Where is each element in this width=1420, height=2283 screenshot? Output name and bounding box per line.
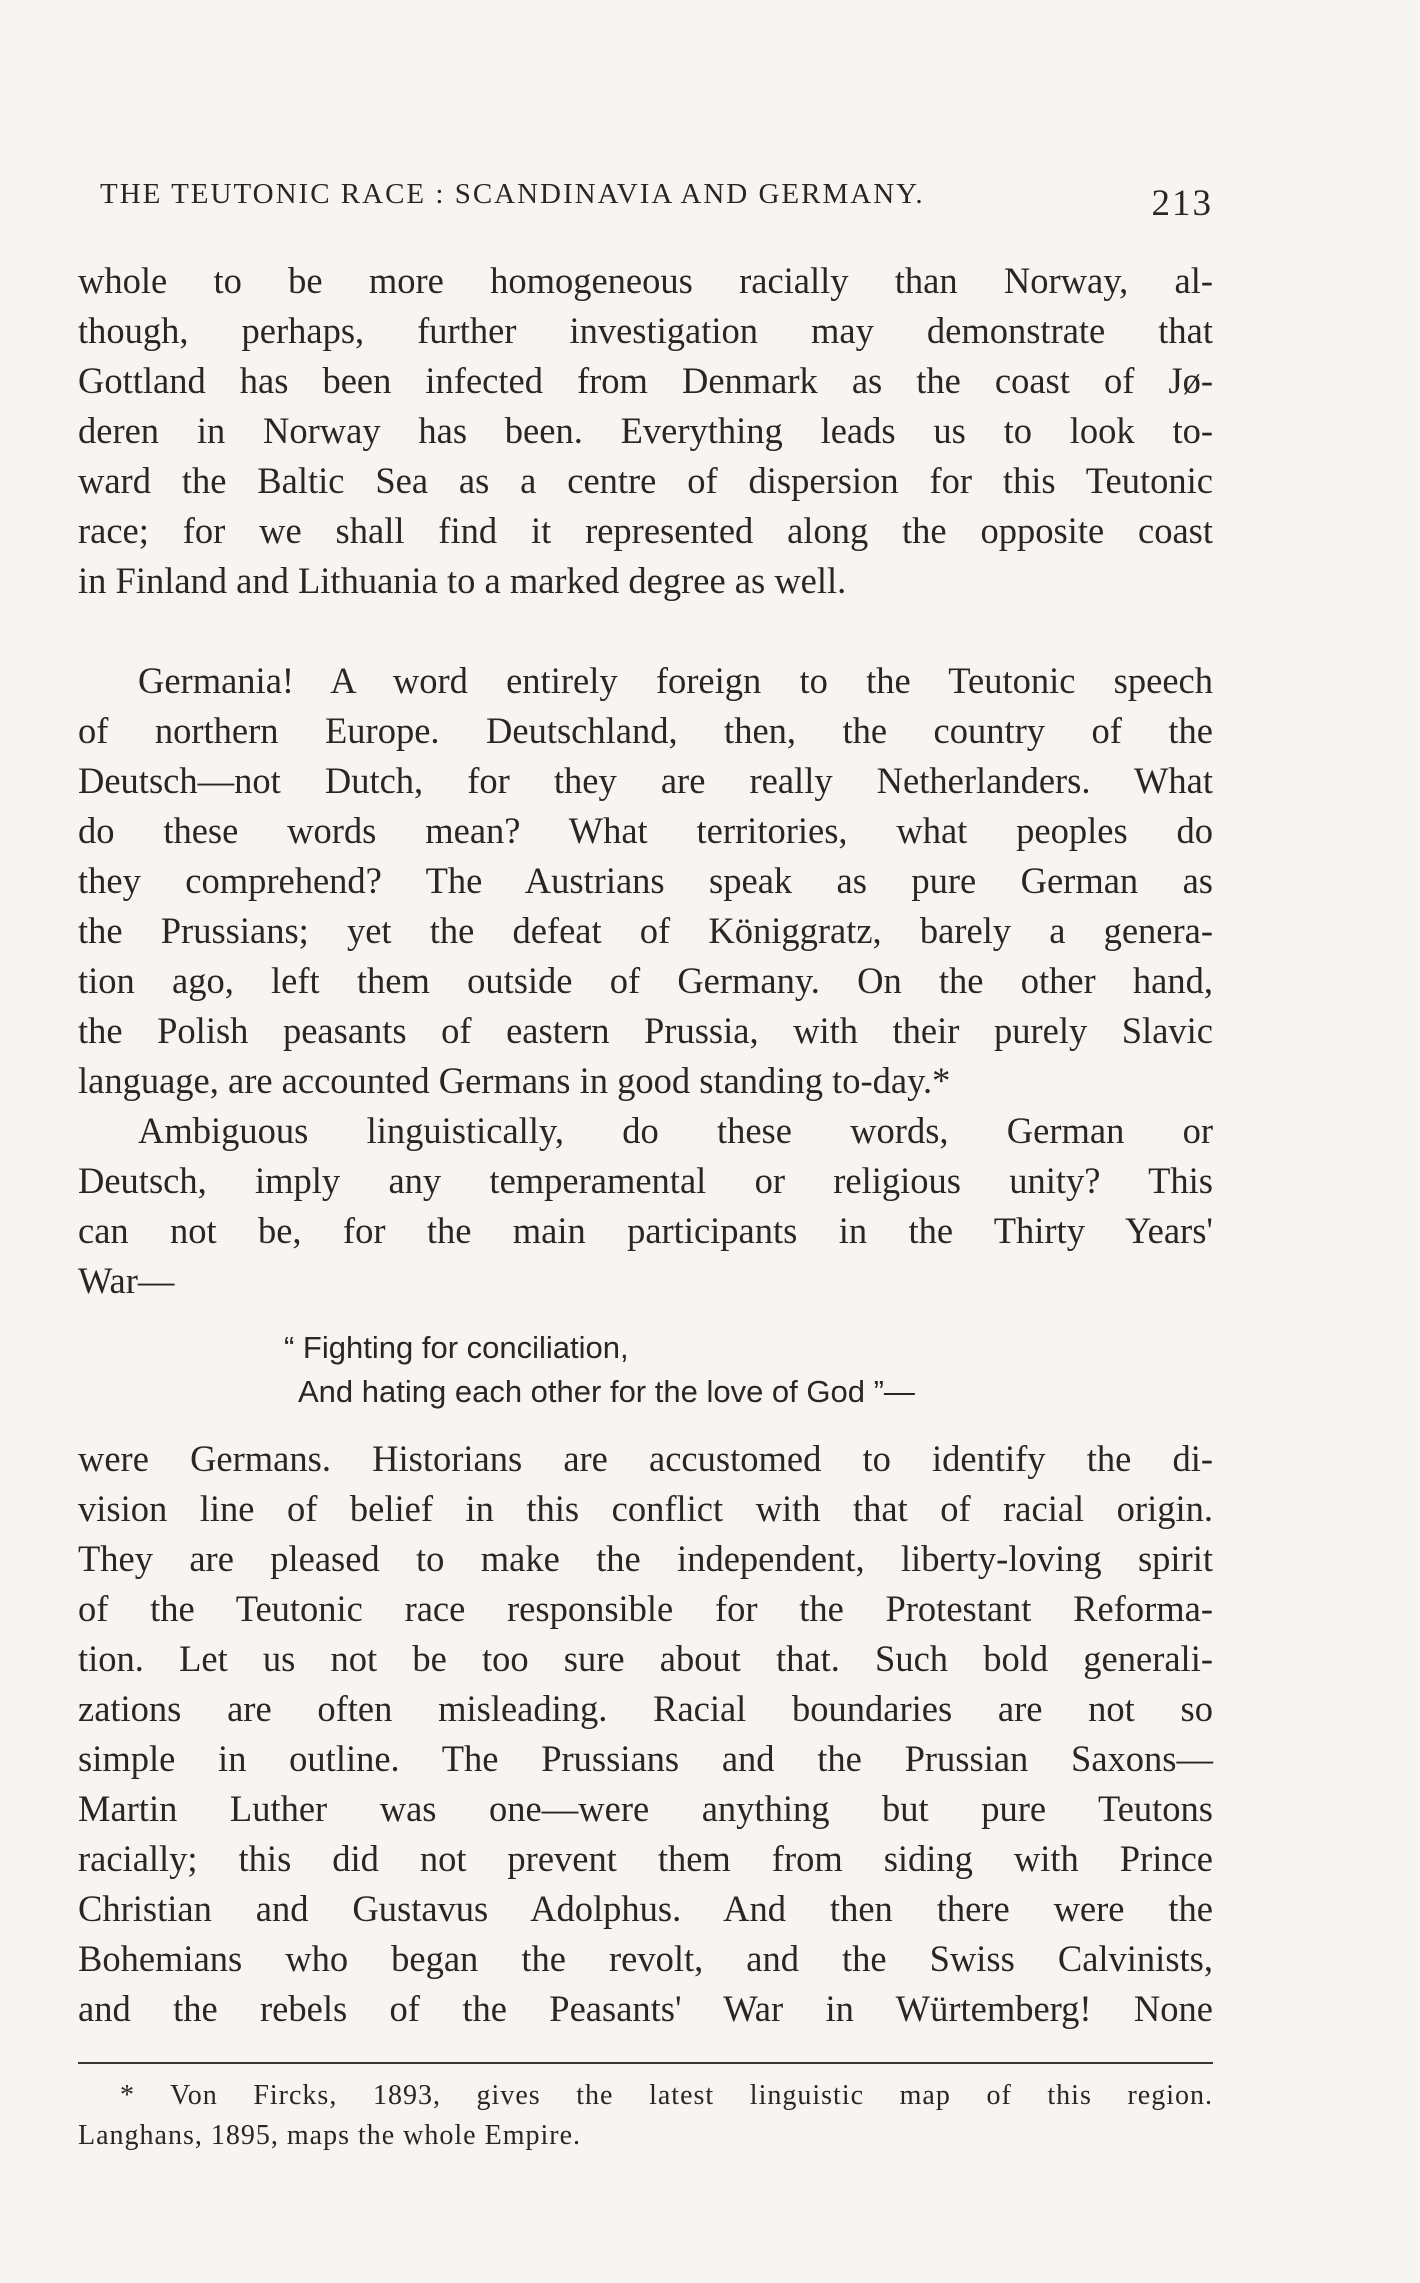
text-line: do these words mean? What territories, what peoples do	[78, 810, 1213, 851]
running-head	[100, 178, 1213, 228]
running-title: THE TEUTONIC RACE : SCANDINAVIA AND GERMANY.	[100, 178, 925, 210]
text-line: vision line of belief in this conflict with that of racial origin.	[78, 1488, 1213, 1529]
text-line: of northern Europe. Deutschland, then, the country of the	[78, 710, 1213, 751]
body-text	[78, 256, 1213, 2034]
text-line: they comprehend? The Austrians speak as pure German as	[78, 860, 1213, 901]
footnote-rule	[78, 2062, 1213, 2064]
text-line: were Germans. Historians are accustomed to identify the di-	[78, 1438, 1213, 1479]
text-line: racially; this did not prevent them from siding with Prince	[78, 1838, 1213, 1879]
text-line: They are pleased to make the independent, liberty-loving spirit	[78, 1538, 1213, 1579]
verse-quote	[78, 1306, 1213, 1434]
text-line: Deutsch—not Dutch, for they are really Netherlanders. What	[78, 760, 1213, 801]
text-line: Deutsch, imply any temperamental or religious unity? This	[78, 1160, 1213, 1201]
text-line: race; for we shall find it represented along the opposite coast	[78, 510, 1213, 551]
text-line: in Finland and Lithuania to a marked degree as well.	[78, 560, 847, 601]
text-line: language, are accounted Germans in good standing to-day.*	[78, 1060, 951, 1101]
text-line: of the Teutonic race responsible for the Protestant Reforma-	[78, 1588, 1213, 1629]
text-line: War—	[78, 1260, 175, 1301]
footnote-line: Langhans, 1895, maps the whole Empire.	[78, 2120, 582, 2151]
footnote-line: * Von Fircks, 1893, gives the latest linguistic map of this region.	[120, 2080, 1213, 2111]
text-line: ward the Baltic Sea as a centre of dispersion for this Teutonic	[78, 460, 1213, 501]
text-line: Christian and Gustavus Adolphus. And then there were the	[78, 1888, 1213, 1929]
text-line: the Polish peasants of eastern Prussia, with their purely Slavic	[78, 1010, 1213, 1051]
text-line: and the rebels of the Peasants' War in Würtemberg! None	[78, 1988, 1213, 2029]
text-line: Gottland has been infected from Denmark as the coast of Jø-	[78, 360, 1213, 401]
page-number: 213	[1151, 183, 1213, 224]
text-line: can not be, for the main participants in the Thirty Years'	[78, 1210, 1213, 1251]
text-line: Germania! A word entirely foreign to the Teutonic speech	[138, 660, 1213, 701]
text-line: Ambiguous linguistically, do these words, German or	[138, 1110, 1213, 1151]
quote-line: “ Fighting for conciliation,	[284, 1330, 629, 1365]
text-line: whole to be more homogeneous racially than Norway, al-	[78, 260, 1213, 301]
paragraph-gap	[78, 606, 1213, 656]
text-line: though, perhaps, further investigation may demonstrate that	[78, 310, 1213, 351]
text-line: tion. Let us not be too sure about that. Such bold generali-	[78, 1638, 1213, 1679]
text-line: Martin Luther was one—were anything but pure Teutons	[78, 1788, 1213, 1829]
quote-line: And hating each other for the love of God ”—	[298, 1374, 915, 1409]
text-line: tion ago, left them outside of Germany. On the other hand,	[78, 960, 1213, 1001]
text-line: the Prussians; yet the defeat of Königgratz, barely a genera-	[78, 910, 1213, 951]
paragraph-3	[78, 1106, 1213, 1306]
text-line: zations are often misleading. Racial boundaries are not so	[78, 1688, 1213, 1729]
paragraph-4	[78, 1434, 1213, 2034]
book-page	[78, 0, 1213, 2283]
paragraph-2	[78, 656, 1213, 1106]
text-line: deren in Norway has been. Everything leads us to look to-	[78, 410, 1213, 451]
text-line: Bohemians who began the revolt, and the Swiss Calvinists,	[78, 1938, 1213, 1979]
paragraph-1	[78, 256, 1213, 606]
text-line: simple in outline. The Prussians and the Prussian Saxons—	[78, 1738, 1213, 1779]
footnote	[78, 2076, 1213, 2156]
